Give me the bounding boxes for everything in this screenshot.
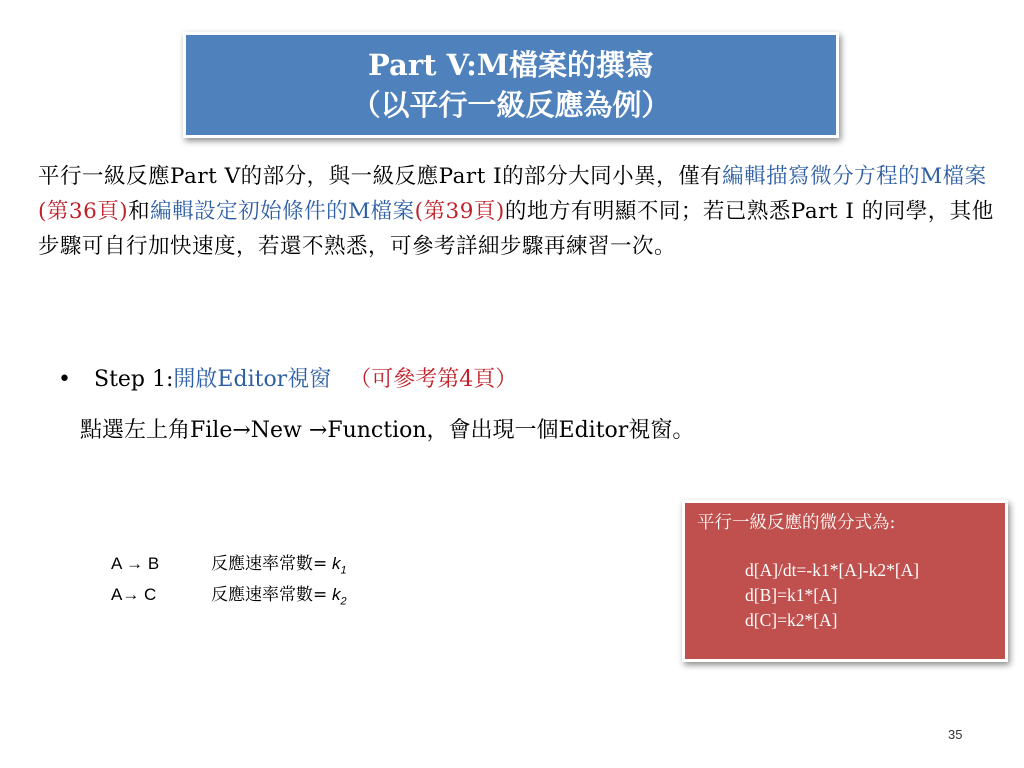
reaction-equation: A→ C — [111, 585, 157, 604]
rate-constant-symbol: k — [331, 554, 341, 573]
reaction-row — [111, 553, 347, 581]
slide-title-box — [183, 32, 839, 138]
step-1-detail: 點選左上角File→New →Function，會出現一個Editor視窗。 — [80, 418, 695, 443]
intro-paragraph — [38, 159, 998, 264]
bullet-icon: • — [58, 367, 71, 392]
rate-constant-subscript: 1 — [340, 564, 347, 577]
reaction-equation: A → B — [111, 554, 160, 573]
intro-text-2: 的地方有明顯不同；若已熟悉Part I 的同學，其他步驟可自行加快速度，若還不熟悉，可參考詳細步驟再練習一次。 — [38, 199, 994, 259]
intro-page-ref-36: (第36頁) — [38, 199, 129, 224]
rate-constant-label: 反應速率常數= — [211, 554, 328, 574]
rate-constant-subscript: 2 — [340, 595, 347, 608]
intro-text-and: 和 — [128, 199, 151, 224]
reaction-row — [111, 584, 347, 612]
slide-title-line-2: （以平行一級反應為例） — [351, 88, 671, 122]
equation-line: d[A]/dt=-k1*[A]-k2*[A] — [745, 560, 920, 580]
step-1-page-ref: （可參考第4頁） — [349, 367, 518, 392]
differential-equations-box — [682, 500, 1008, 662]
step-1-action: 開啟Editor視窗 — [173, 367, 332, 392]
equation-line: d[B]=k1*[A] — [745, 585, 838, 605]
intro-highlight-init-mfile: 編輯設定初始條件的M檔案 — [150, 199, 415, 224]
slide-title-line-1: Part V:M檔案的撰寫 — [368, 48, 654, 82]
equations-heading: 平行一級反應的微分式為: — [697, 513, 896, 533]
rate-constant-label: 反應速率常數= — [211, 585, 328, 605]
intro-highlight-ode-mfile: 編輯描寫微分方程的M檔案 — [722, 164, 987, 189]
intro-page-ref-39: (第39頁) — [414, 199, 505, 224]
step-1-heading — [58, 362, 517, 398]
rate-constant-symbol: k — [331, 585, 341, 604]
equation-line: d[C]=k2*[A] — [745, 610, 838, 630]
intro-text-1: 平行一級反應Part V的部分，與一級反應Part I的部分大同小異，僅有 — [38, 164, 723, 189]
page-number: 35 — [948, 727, 963, 742]
step-1-label: Step 1: — [94, 367, 174, 392]
